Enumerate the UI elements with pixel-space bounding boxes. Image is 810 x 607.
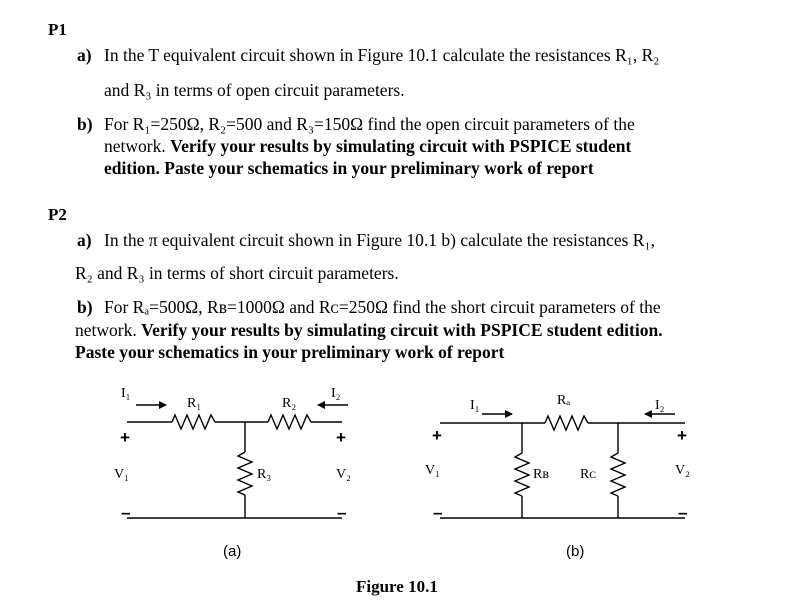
p1-b-line1: For R₁=250Ω, R₂=500 and R₃=150Ω find the open circuit parameters of the bbox=[104, 114, 635, 134]
i1-label: I₁ bbox=[121, 386, 131, 401]
v2-label: V₂ bbox=[675, 463, 690, 478]
v2-minus-sign: – bbox=[678, 503, 688, 522]
p1-b-line2-normal: network. bbox=[104, 136, 166, 156]
v2-plus-sign: + bbox=[677, 426, 687, 445]
rc-label: Rᴄ bbox=[580, 467, 597, 482]
ra-label: Rₐ bbox=[557, 393, 571, 408]
p1-b-line2-bold: Verify your results by simulating circuit with PSPICE student bbox=[170, 136, 632, 156]
v1-minus-sign: – bbox=[433, 503, 443, 522]
r1-resistor-symbol bbox=[172, 415, 215, 429]
rc-resistor-symbol bbox=[611, 453, 625, 496]
r1-label: R₁ bbox=[187, 396, 202, 411]
v1-plus-sign: + bbox=[432, 426, 442, 445]
r3-label: R₃ bbox=[257, 467, 272, 482]
p1-a-label: a) bbox=[77, 45, 92, 65]
p2-b-label: b) bbox=[77, 297, 93, 317]
circuit-b bbox=[425, 393, 690, 560]
p2-a-label: a) bbox=[77, 230, 92, 250]
figure-caption: Figure 10.1 bbox=[356, 577, 438, 596]
r3-resistor-symbol bbox=[238, 452, 252, 495]
i2-label: I₂ bbox=[655, 398, 665, 413]
p1-a-line2: and R₃ in terms of open circuit parameters. bbox=[104, 80, 405, 100]
p2-b-line2-normal: network. bbox=[75, 320, 137, 340]
ra-resistor-symbol bbox=[545, 416, 588, 430]
p1-b-line3: edition. Paste your schematics in your preliminary work of report bbox=[104, 158, 594, 178]
v2-minus-sign: – bbox=[337, 503, 347, 522]
v1-label: V₁ bbox=[425, 463, 440, 478]
r2-label: R₂ bbox=[282, 396, 297, 411]
v1-plus-sign: + bbox=[120, 428, 130, 447]
circuit-b-caption: (b) bbox=[566, 543, 585, 560]
p2-b-line3: Paste your schematics in your preliminary work of report bbox=[75, 342, 505, 362]
p2-b-line1: For Rₐ=500Ω, Rʙ=1000Ω and Rᴄ=250Ω find the short circuit parameters of the bbox=[104, 297, 661, 317]
rb-label: Rʙ bbox=[533, 467, 549, 482]
i2-label: I₂ bbox=[331, 386, 341, 401]
p1-heading: P1 bbox=[48, 20, 67, 39]
v1-minus-sign: – bbox=[121, 503, 131, 522]
r2-resistor-symbol bbox=[268, 415, 311, 429]
p2-a-line2: R₂ and R₃ in terms of short circuit parameters. bbox=[75, 263, 399, 283]
p2-a-line1: In the π equivalent circuit shown in Figure 10.1 b) calculate the resistances R₁, bbox=[104, 230, 655, 250]
p2-heading: P2 bbox=[48, 205, 67, 224]
v2-label: V₂ bbox=[336, 467, 351, 482]
rb-resistor-symbol bbox=[515, 453, 529, 496]
v2-plus-sign: + bbox=[336, 428, 346, 447]
circuit-a bbox=[114, 386, 351, 560]
i1-label: I₁ bbox=[470, 398, 480, 413]
p1-b-label: b) bbox=[77, 114, 93, 134]
p1-a-line1: In the T equivalent circuit shown in Figure 10.1 calculate the resistances R₁, R₂ bbox=[104, 45, 660, 65]
v1-label: V₁ bbox=[114, 467, 129, 482]
p2-b-line2-bold: Verify your results by simulating circuit with PSPICE student edition. bbox=[141, 320, 663, 340]
circuit-a-caption: (a) bbox=[223, 543, 242, 560]
